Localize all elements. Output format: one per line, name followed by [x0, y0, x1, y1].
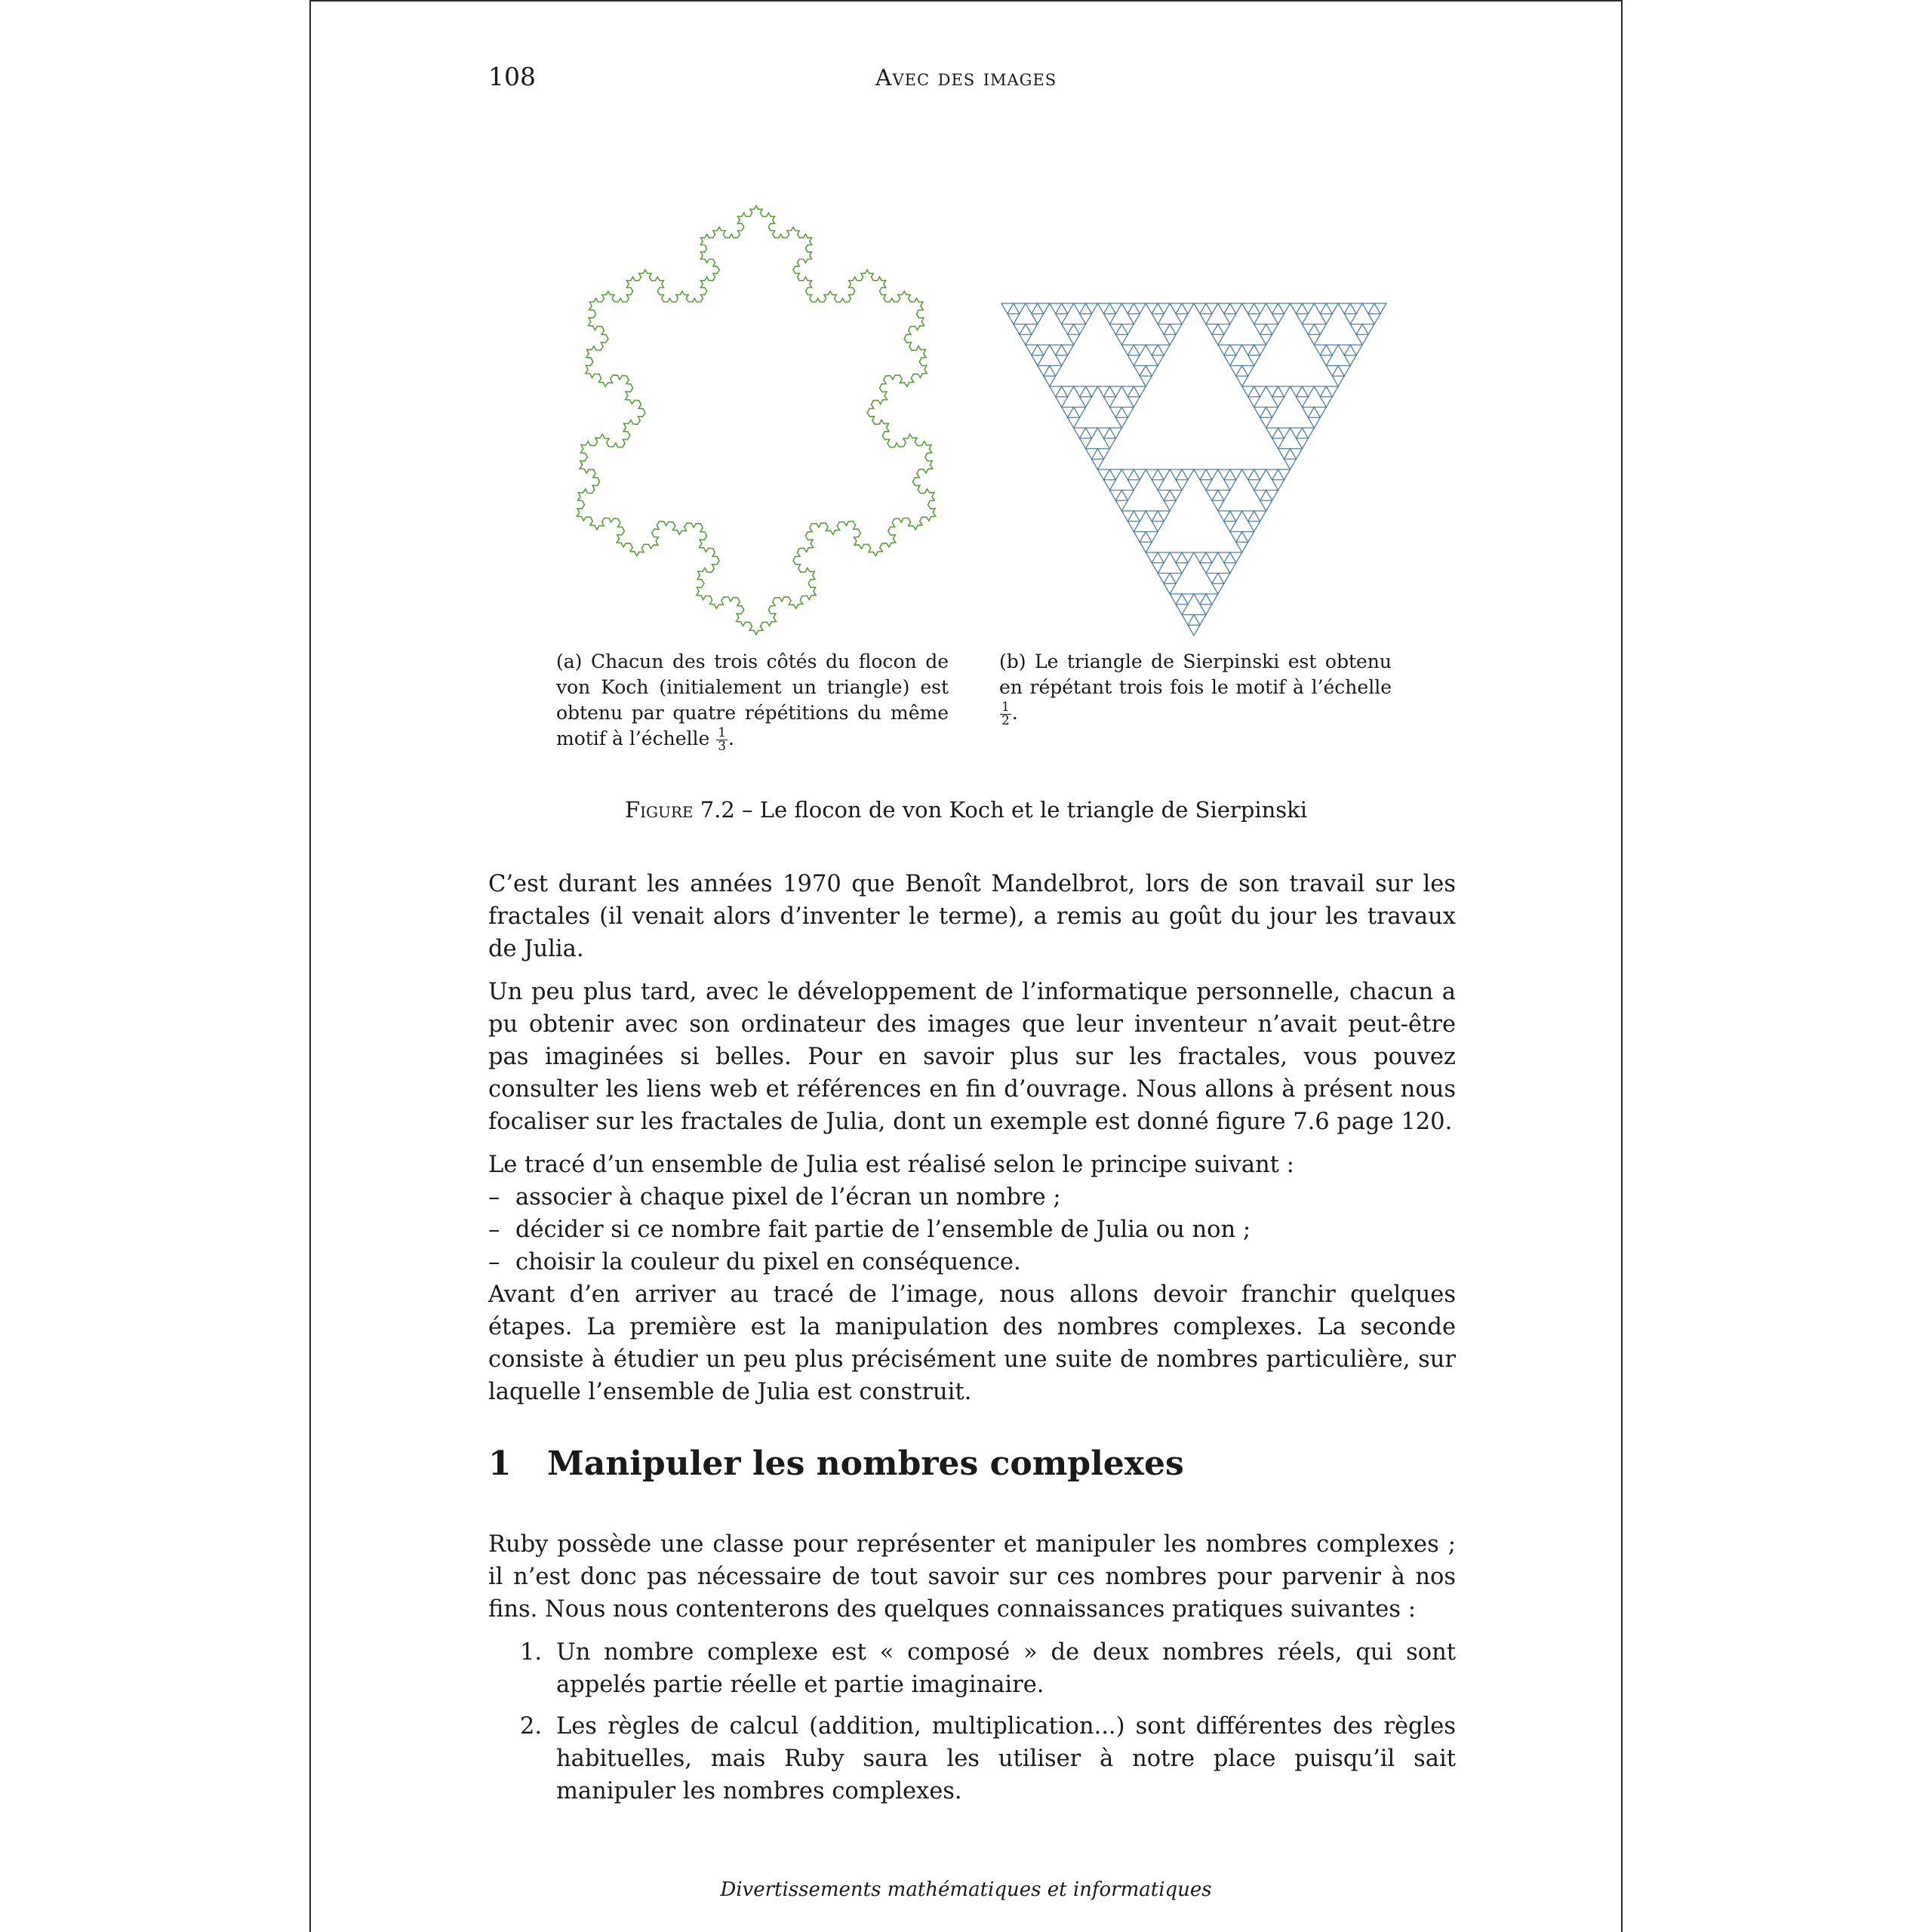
- paragraph: Le tracé d’un ensemble de Julia est réalisé selon le principe suivant :: [488, 1152, 1294, 1178]
- section-body: [488, 1528, 1456, 1817]
- list-item: – choisir la couleur du pixel en conséquence.: [488, 1246, 1456, 1278]
- page-number: 108: [488, 62, 536, 91]
- paragraph: Un peu plus tard, avec le développement de l’informatique personnelle, chacun a pu obtenir avec son ordinateur des images que leur inventeur n’avait peut-être pas imaginées si belles. Pour en savoir plus sur les fractales, vous pouvez consulter les liens web et références en fin d’ouvrage. Nous allons à présent nous focaliser sur les fractales de Julia, dont un exemple est donné figure 7.6 page 120.: [488, 979, 1456, 1135]
- subcaption-sierpinski: (b) Le triangle de Sierpinski est obtenu en répétant trois fois le motif à l’échelle $\frac{1}{2}$ .: [999, 651, 1392, 728]
- section-title: Manipuler les nombres complexes: [547, 1444, 1184, 1483]
- book-page: [309, 0, 1623, 1932]
- figure-caption: [311, 797, 1621, 823]
- list-item: – décider si ce nombre fait partie de l’ensemble de Julia ou non ;: [488, 1214, 1456, 1246]
- figure-caption-text: – Le flocon de von Koch et le triangle de Sierpinski: [734, 797, 1308, 823]
- list-item: – associer à chaque pixel de l’écran un nombre ;: [488, 1181, 1456, 1214]
- body-text: [488, 868, 1456, 1419]
- koch-snowflake-figure: [552, 186, 960, 639]
- section-number: 1: [488, 1444, 512, 1483]
- principle-list: [488, 1181, 1456, 1278]
- numbered-list: [488, 1636, 1456, 1807]
- sierpinski-triangle-figure: [998, 300, 1390, 639]
- paragraph: Avant d’en arriver au tracé de l’image, nous allons devoir franchir quelques étapes. La première est la manipulation des nombres complexes. La seconde consiste à étudier un peu plus précisément une suite de nombres particulière, sur laquelle l’ensemble de Julia est construit.: [488, 1281, 1456, 1405]
- section-heading: [488, 1444, 1184, 1483]
- subcaption-koch: (a) Chacun des trois côtés du flocon de von Koch (initialement un triangle) est obtenu par quatre répétitions du même motif à l’échelle $\frac{1}{3}$ .: [556, 651, 949, 754]
- list-item: 2. Les règles de calcul (addition, multiplication...) sont différentes des règles habituelles, mais Ruby saura les utiliser à notre place puisqu’il sait manipuler les nombres complexes.: [520, 1713, 1456, 1804]
- paragraph: C’est durant les années 1970 que Benoît Mandelbrot, lors de son travail sur les fractales (il venait alors d’inventer le terme), a remis au goût du jour les travaux de Julia.: [488, 871, 1456, 962]
- paragraph: Ruby possède une classe pour représenter et manipuler les nombres complexes ; il n’est donc pas nécessaire de tout savoir sur ces nombres pour parvenir à nos fins. Nous nous contenterons des quelques connaissances pratiques suivantes :: [488, 1531, 1456, 1623]
- sierpinski-pattern: [1001, 303, 1386, 635]
- list-item: 1. Un nombre complexe est « composé » de deux nombres réels, qui sont appelés partie réelle et partie imaginaire.: [520, 1639, 1456, 1698]
- koch-curve: [577, 206, 935, 635]
- running-title: Avec des images: [875, 65, 1057, 91]
- page-footer: Divertissements mathématiques et informatiques: [720, 1878, 1212, 1901]
- figure-label: Figure 7.2: [624, 797, 735, 823]
